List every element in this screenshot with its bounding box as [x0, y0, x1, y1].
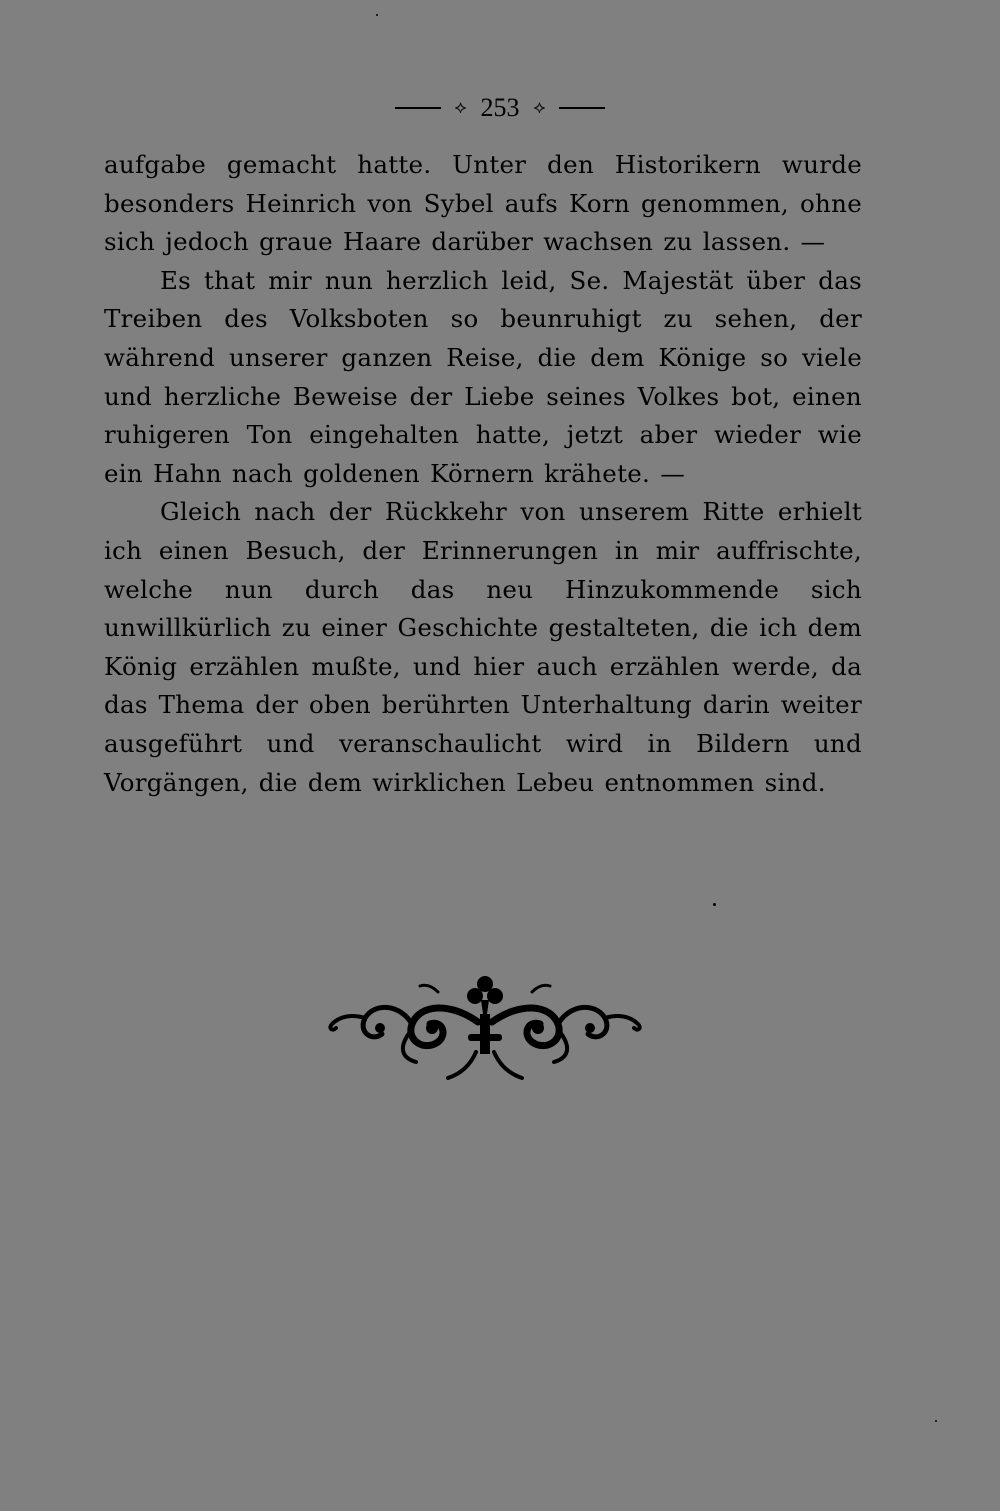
header-ornament-right-icon: ⟡: [533, 97, 546, 118]
body-text: [104, 146, 862, 802]
vignette-scroll-ornament-icon: [320, 962, 650, 1088]
ink-speck: [935, 1420, 937, 1422]
page-number: 253: [480, 93, 520, 122]
header-rule-right: [559, 107, 605, 109]
header-rule-left: [395, 107, 441, 109]
paragraph-2: Es that mir nun herzlich leid, Se. Majestät über das Treiben des Volksboten so beunruhigt zu sehen, der während unserer ganzen Reise, die dem Könige so viele und herzliche Beweise der Liebe seines Volkes bot, einen ruhigeren Ton eingehalten hatte, jetzt aber wieder wie ein Hahn nach goldenen Körnern krähete. —: [104, 265, 862, 488]
paragraph-3: Gleich nach der Rückkehr von unserem Ritte erhielt ich einen Besuch, der Erinnerungen in mir auffrischte, welche nun durch das neu Hinzukommende sich unwillkürlich zu einer Geschichte gestalteten, die ich dem König erzählen mußte, und hier auch erzählen werde, da das Thema der oben berührten Unterhaltung darin weiter ausgeführt und veranschaulicht wird in Bildern und Vorgängen, die dem wirklichen Lebeu entnommen sind.: [104, 497, 862, 797]
ink-speck: [713, 903, 716, 906]
header-ornament-left-icon: ⟡: [454, 97, 467, 118]
paragraph-1: aufgabe gemacht hatte. Unter den Historikern wurde besonders Heinrich von Sybel aufs Korn genommen, ohne sich jedoch graue Haare darüber wachsen zu lassen. —: [104, 150, 862, 257]
page-header: [0, 88, 1000, 128]
ink-speck: [376, 14, 378, 16]
